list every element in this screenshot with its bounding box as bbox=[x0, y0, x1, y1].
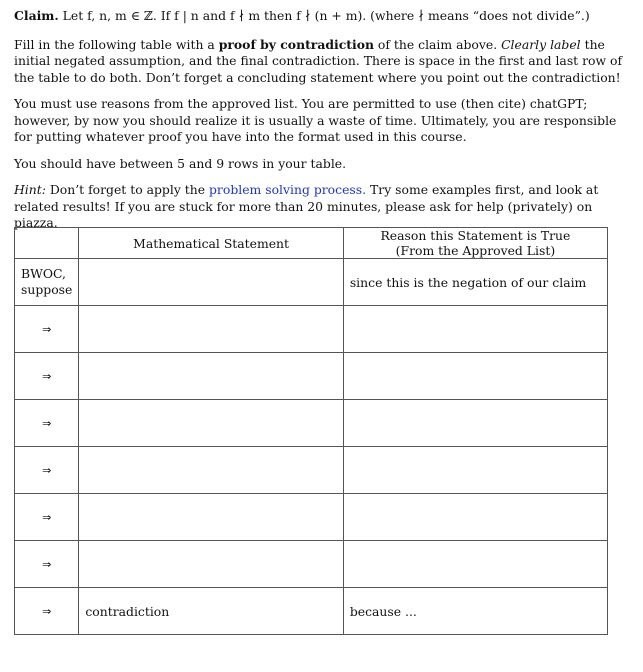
implies-arrow-icon: ⇒ bbox=[15, 400, 79, 447]
problem-solving-link[interactable]: problem solving process. bbox=[209, 182, 367, 197]
contradiction-reason-cell[interactable]: because ... bbox=[343, 588, 607, 635]
table-row bbox=[15, 353, 608, 400]
implies-arrow-icon: ⇒ bbox=[15, 494, 79, 541]
clearly-label-italic: Clearly label bbox=[501, 36, 581, 52]
reason-cell[interactable] bbox=[343, 306, 607, 353]
implies-arrow-icon: ⇒ bbox=[15, 588, 79, 635]
header-reason-line2: (From the Approved List) bbox=[395, 243, 556, 258]
statement-cell[interactable] bbox=[79, 400, 343, 447]
instructions-text: Fill in the following table with a bbox=[14, 36, 219, 52]
table-row bbox=[15, 494, 608, 541]
statement-cell[interactable] bbox=[79, 541, 343, 588]
hint-text: Try some examples first, and look at related results! If you are stuck for more than 20 minutes, please ask for help (privately) on piazza. bbox=[14, 182, 599, 230]
statement-cell[interactable] bbox=[79, 447, 343, 494]
header-statement: Mathematical Statement bbox=[79, 228, 343, 259]
reason-cell[interactable] bbox=[343, 447, 607, 494]
suppose-label: suppose bbox=[21, 282, 73, 297]
table-row bbox=[15, 306, 608, 353]
implies-arrow-icon: ⇒ bbox=[15, 306, 79, 353]
assumption-label-cell bbox=[15, 259, 79, 306]
instructions-paragraph-2: You must use reasons from the approved list. You are permitted to use (then cite) chatGPT; however, by now you should realize it is usually a waste of time. Ultimately, you are responsible for putting whatever proof you have into the format used in this course. bbox=[14, 96, 617, 144]
instructions-paragraph-3: You should have between 5 and 9 rows in your table. bbox=[14, 155, 347, 171]
implies-arrow-icon: ⇒ bbox=[15, 541, 79, 588]
bwoc-label: BWOC, bbox=[21, 266, 66, 281]
instructions-paragraph-1 bbox=[14, 37, 629, 87]
table-header-row bbox=[15, 228, 608, 259]
instructions-text: the initial negated assumption, and the final contradiction. There is space in the first and last row of the table to do both. Don’t forget a concluding statement where you point out the contradiction! bbox=[14, 36, 623, 85]
reason-cell[interactable] bbox=[343, 353, 607, 400]
header-reason bbox=[343, 228, 607, 259]
table-row-assumption bbox=[15, 259, 608, 306]
statement-cell[interactable] bbox=[79, 353, 343, 400]
statement-cell[interactable] bbox=[79, 306, 343, 353]
implies-arrow-icon: ⇒ bbox=[15, 353, 79, 400]
implies-arrow-icon: ⇒ bbox=[15, 447, 79, 494]
proof-table bbox=[14, 227, 608, 635]
table-row bbox=[15, 447, 608, 494]
hint-text: Don’t forget to apply the bbox=[45, 182, 209, 197]
reason-cell[interactable] bbox=[343, 400, 607, 447]
table-row-contradiction bbox=[15, 588, 608, 635]
header-empty-cell bbox=[15, 228, 79, 259]
statement-cell[interactable] bbox=[79, 494, 343, 541]
contradiction-statement-cell[interactable]: contradiction bbox=[79, 588, 343, 635]
reason-cell[interactable]: since this is the negation of our claim bbox=[343, 259, 607, 306]
hint-label: Hint: bbox=[14, 182, 46, 197]
claim-label: Claim. bbox=[14, 8, 59, 23]
claim-text: Let f, n, m ∈ ℤ. If f | n and f ∤ m then f ∤ (n + m). (where ∤ means “does not divide”.) bbox=[58, 8, 590, 23]
claim-paragraph bbox=[14, 8, 629, 25]
table-row bbox=[15, 400, 608, 447]
reason-cell[interactable] bbox=[343, 541, 607, 588]
header-reason-line1: Reason this Statement is True bbox=[380, 228, 571, 243]
proof-method-bold: proof by contradiction bbox=[218, 36, 374, 52]
table-row bbox=[15, 541, 608, 588]
instructions-text: of the claim above. bbox=[373, 36, 502, 52]
reason-cell[interactable] bbox=[343, 494, 607, 541]
statement-cell[interactable] bbox=[79, 259, 343, 306]
hint-paragraph bbox=[14, 182, 629, 232]
